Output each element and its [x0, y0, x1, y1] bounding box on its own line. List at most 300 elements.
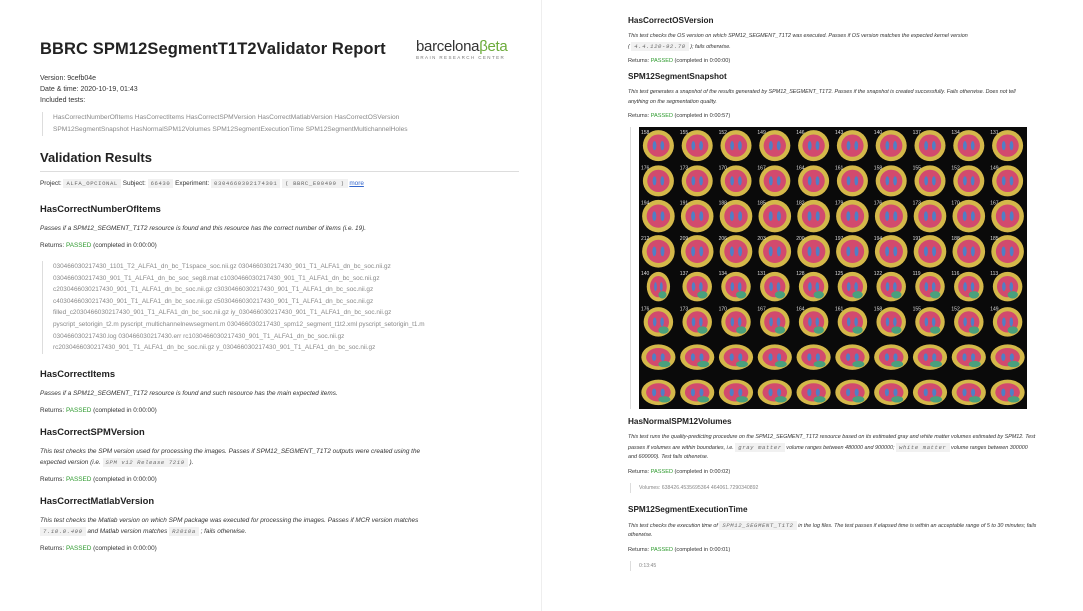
slice-ventricle	[1010, 389, 1014, 397]
slice-ventricle	[963, 247, 967, 257]
slice-ventricle	[730, 141, 734, 150]
test-title-snapshot: SPM12SegmentSnapshot	[628, 72, 727, 81]
slice-white-matter	[685, 204, 708, 227]
slice-ventricle	[893, 211, 897, 221]
slice-white-matter	[763, 240, 786, 263]
slice-ventricle	[925, 317, 929, 326]
slice-ventricle	[1010, 211, 1014, 221]
file-list	[42, 261, 519, 354]
slice-ventricle	[1002, 247, 1006, 257]
slice-number-label: 188	[951, 235, 960, 242]
slice-cerebellum	[891, 291, 901, 298]
slice-number-label: 185	[990, 235, 999, 242]
slice-number-label: 152	[951, 165, 960, 172]
slice-ventricle	[691, 211, 695, 221]
slice-number-label: 125	[835, 271, 844, 277]
slice-number-label: 113	[990, 271, 999, 277]
slice-ventricle	[769, 176, 773, 185]
slice-ventricle	[1010, 247, 1014, 257]
slice-ventricle	[932, 389, 936, 397]
slice-ventricle	[846, 389, 850, 397]
slice-ventricle	[777, 317, 781, 326]
slice-ventricle	[893, 317, 897, 326]
slice-white-matter	[879, 240, 902, 263]
slice-ventricle	[808, 211, 812, 221]
slice-ventricle	[769, 247, 773, 257]
slice-ventricle	[1010, 317, 1014, 326]
test-desc-exec-time: This test checks the execution time of SPM12_SEGMENT_T1T2 in the log files. The test passes if elapsed time is within an acceptable range of 5 to 30 minutes; fails otherwise.	[628, 521, 1037, 538]
date-line: Date & time: 2020-10-19, 01:43	[40, 86, 138, 93]
slice-ventricle	[854, 141, 858, 150]
slice-number-label: 155	[912, 165, 921, 172]
slice-ventricle	[661, 353, 665, 361]
slice-ventricle	[777, 211, 781, 221]
slice-white-matter	[647, 240, 670, 263]
slice-number-label: 182	[796, 200, 805, 207]
slice-cerebellum	[1008, 326, 1018, 333]
report-page-right	[541, 0, 1083, 611]
slice-number-label: 134	[951, 130, 960, 136]
slice-cerebellum	[852, 326, 862, 333]
slice-number-label: 158	[873, 306, 883, 313]
slice-ventricle	[730, 247, 734, 257]
barcelonabeta-logo: barcelonaβeta BRAIN RESEARCH CENTER	[416, 38, 508, 60]
slice-ventricle	[1010, 282, 1014, 291]
slice-ventricle	[738, 353, 742, 361]
more-link[interactable]: more	[349, 180, 364, 187]
slice-ventricle	[816, 176, 820, 185]
slice-ventricle	[847, 317, 851, 326]
test-title-exec-time: SPM12SegmentExecutionTime	[628, 504, 748, 514]
slice-ventricle	[893, 141, 897, 150]
slice-number-label: 164	[796, 306, 805, 313]
slice-ventricle	[893, 353, 897, 361]
slice-ventricle	[846, 247, 850, 257]
slice-ventricle	[932, 282, 936, 291]
project-line: Project: ALFA_OPCIONAL Subject: 66430 Experiment: 0304660302174301 ( BBRC_E00499 ) more	[40, 180, 364, 187]
slice-white-matter	[724, 204, 747, 227]
slice-cerebellum	[814, 326, 824, 333]
slice-ventricle	[816, 353, 820, 361]
slice-white-matter	[919, 134, 941, 156]
slice-ventricle	[963, 282, 967, 291]
slice-cerebellum	[1008, 396, 1020, 402]
slice-ventricle	[730, 353, 734, 361]
slice-ventricle	[1002, 176, 1006, 185]
list-item: 030466030217430_901_T1_ALFA1_dn_bc_soc_seg8.mat c1030466030217430_901_T1_ALFA1_dn_bc_soc.nii.gz	[53, 274, 380, 282]
list-item: c4030466030217430_901_T1_ALFA1_dn_bc_soc.nii.gz c5030466030217430_901_T1_ALFA1_dn_bc_soc.nii.gz	[53, 297, 374, 305]
slice-cerebellum	[814, 361, 826, 367]
slice-ventricle	[1001, 353, 1005, 361]
slice-ventricle	[768, 353, 772, 361]
slice-white-matter	[686, 134, 708, 156]
slice-white-matter	[841, 204, 864, 227]
test-title-matlab-version: HasCorrectMatlabVersion	[40, 494, 155, 506]
slice-ventricle	[769, 141, 773, 150]
slice-ventricle	[971, 141, 975, 150]
slice-ventricle	[660, 141, 664, 150]
slice-ventricle	[893, 282, 897, 291]
slice-number-label: 191	[912, 235, 921, 242]
slice-number-label: 146	[796, 130, 805, 136]
slice-ventricle	[653, 176, 657, 185]
slice-ventricle	[738, 389, 742, 397]
slice-ventricle	[661, 247, 665, 257]
test-desc-snapshot: This test generates a snapshot of the results generated by SPM12_SEGMENT_T1T2. Passes if the snapshot is created successfully. Fails otherwise. Does not tell anything on the segmentation quality.	[628, 89, 1016, 105]
slice-cerebellum	[775, 396, 787, 402]
slice-cerebellum	[930, 326, 940, 333]
list-item: pyscript_setorigin_t2.m pyscript_multichannelnewsegment.m 030466030217430_spm12_segment_t1t2.xml pyscript_setorigin_t1.m	[53, 320, 425, 328]
slice-ventricle	[699, 389, 703, 397]
slice-ventricle	[932, 211, 936, 221]
slice-ventricle	[731, 282, 735, 291]
slice-ventricle	[893, 247, 897, 257]
slice-cerebellum	[930, 396, 942, 402]
slice-ventricle	[924, 389, 928, 397]
slice-cerebellum	[969, 396, 981, 402]
slice-ventricle	[654, 282, 657, 291]
slice-number-label: 140	[641, 271, 650, 277]
slice-ventricle	[885, 353, 889, 361]
slice-ventricle	[691, 353, 695, 361]
slice-cerebellum	[736, 291, 746, 298]
slice-ventricle	[653, 141, 657, 150]
slice-ventricle	[652, 247, 656, 257]
slice-number-label: 131	[757, 271, 766, 277]
slice-ventricle	[660, 282, 663, 291]
slice-cerebellum	[736, 326, 746, 333]
slice-ventricle	[1002, 317, 1006, 326]
slice-white-matter	[880, 134, 902, 156]
slice-ventricle	[730, 389, 734, 397]
slice-ventricle	[699, 353, 703, 361]
slice-ventricle	[924, 141, 928, 150]
status-badge: PASSED	[65, 406, 92, 414]
slice-ventricle	[854, 317, 858, 326]
slice-ventricle	[1002, 141, 1006, 150]
slice-ventricle	[661, 211, 665, 221]
slice-ventricle	[924, 211, 928, 221]
slice-number-label: 170	[718, 165, 727, 172]
slice-number-label: 200	[796, 235, 805, 242]
slice-number-label: 176	[641, 165, 650, 172]
slice-ventricle	[932, 247, 936, 257]
test-returns-number-of-items: Returns: PASSED (completed in 0:00:00)	[40, 242, 157, 249]
slice-white-matter	[647, 134, 669, 156]
slice-white-matter	[841, 134, 863, 156]
slice-white-matter	[764, 134, 786, 156]
slice-ventricle	[808, 247, 812, 257]
slice-cerebellum	[736, 396, 748, 402]
slice-ventricle	[971, 317, 975, 326]
slice-number-label: 149	[757, 130, 766, 136]
slice-white-matter	[724, 240, 747, 263]
slice-number-label: 155	[912, 306, 921, 313]
report-meta	[40, 73, 519, 106]
slice-number-label: 164	[796, 165, 805, 172]
slice-cerebellum	[852, 291, 862, 298]
slice-white-matter	[958, 170, 980, 192]
slice-white-matter	[880, 170, 902, 192]
slice-ventricle	[963, 317, 967, 326]
slice-white-matter	[957, 240, 980, 263]
slice-number-label: 197	[835, 235, 844, 242]
validation-results-heading: Validation Results	[40, 150, 152, 165]
slice-ventricle	[885, 211, 889, 221]
slice-cerebellum	[658, 326, 668, 333]
slice-ventricle	[691, 247, 695, 257]
slice-ventricle	[769, 211, 773, 221]
slice-ventricle	[730, 211, 734, 221]
slice-ventricle	[971, 176, 975, 185]
slice-ventricle	[932, 141, 936, 150]
slice-number-label: 149	[990, 165, 999, 172]
slice-ventricle	[699, 317, 703, 326]
slice-white-matter	[957, 204, 980, 227]
slice-number-label: 143	[835, 130, 844, 136]
slice-ventricle	[691, 176, 695, 185]
test-title-items: HasCorrectItems	[40, 367, 116, 379]
slice-number-label: 131	[990, 130, 999, 136]
slice-number-label: 167	[757, 165, 766, 172]
slice-number-label: 194	[873, 235, 883, 242]
slice-ventricle	[816, 282, 820, 291]
slice-ventricle	[699, 247, 703, 257]
slice-white-matter	[996, 204, 1019, 227]
slice-cerebellum	[658, 291, 666, 298]
test-desc-os-version: This test checks the OS version on which SPM12_SEGMENT_T1T2 was executed. Passes if OS version matches the expected kernel version ( 4.4.120-92.70 ); fails otherwise.	[628, 33, 968, 50]
slice-ventricle	[816, 317, 820, 326]
list-item: 030466030217430.log 030466030217430.err rc1030466030217430_901_T1_ALFA1_dn_bc_soc.nii.gz	[53, 332, 345, 340]
slice-ventricle	[855, 211, 859, 221]
test-returns-volumes: Returns: PASSED (completed in 0:00:02)	[628, 468, 731, 475]
slice-ventricle	[932, 353, 936, 361]
slice-cerebellum	[775, 291, 785, 298]
slice-ventricle	[808, 317, 812, 326]
slice-ventricle	[738, 317, 742, 326]
slice-number-label: 155	[679, 130, 689, 136]
slice-ventricle	[660, 317, 664, 326]
test-desc-volumes: This test runs the quality-predicting procedure on the SPM12_SEGMENT_T1T2 resource based on its estimated gray and white matter volumes estimated by SPM12. Test passes if volumes are within boundaries, i.e. gray matter volume ranges between 480000 and 900000; white matter volume ranges between 300000 and 600000). Test fails otherwise.	[628, 434, 1036, 460]
slice-cerebellum	[697, 361, 709, 367]
slice-number-label: 209	[679, 235, 689, 242]
slice-cerebellum	[930, 291, 940, 298]
divider	[40, 171, 519, 172]
slice-ventricle	[816, 389, 820, 397]
slice-ventricle	[808, 282, 812, 291]
slice-cerebellum	[697, 326, 707, 333]
slice-ventricle	[963, 176, 967, 185]
slice-number-label: 152	[718, 130, 727, 136]
slice-ventricle	[971, 389, 975, 397]
slice-white-matter	[996, 170, 1018, 192]
slice-ventricle	[885, 247, 889, 257]
slice-cerebellum	[1008, 361, 1020, 367]
test-desc-number-of-items: Passes if a SPM12_SEGMENT_T1T2 resource is found and this resource has the correct number of items (i.e. 19).	[40, 225, 367, 232]
slice-cerebellum	[814, 396, 826, 402]
slice-ventricle	[816, 211, 820, 221]
slice-ventricle	[855, 247, 859, 257]
slice-number-label: 137	[912, 130, 921, 136]
slice-white-matter	[918, 240, 941, 263]
slice-ventricle	[738, 211, 742, 221]
slice-white-matter	[802, 134, 824, 156]
slice-white-matter	[996, 240, 1019, 263]
test-desc-matlab-version: This test checks the Matlab version on which SPM package was executed for processing the images. Passes if MCR version matches 7.10.0.499 and Matlab version matches R2010a ; fails otherwise.	[40, 516, 419, 535]
slice-number-label: 173	[912, 200, 921, 207]
slice-cerebellum	[891, 396, 903, 402]
slice-ventricle	[777, 389, 781, 397]
slice-ventricle	[846, 353, 850, 361]
slice-cerebellum	[852, 361, 864, 367]
slice-number-label: 203	[757, 235, 766, 242]
slice-ventricle	[885, 141, 889, 150]
slice-number-label: 170	[951, 200, 960, 207]
slice-white-matter	[647, 204, 670, 227]
slice-cerebellum	[736, 361, 748, 367]
test-returns-exec-time: Returns: PASSED (completed in 0:00:01)	[628, 546, 731, 553]
segmentation-snapshot-image	[639, 127, 1027, 409]
slice-white-matter	[841, 170, 863, 192]
slice-number-label: 116	[951, 271, 960, 277]
slice-ventricle	[962, 389, 966, 397]
slice-number-label: 191	[679, 200, 689, 207]
slice-white-matter	[647, 170, 669, 192]
slice-cerebellum	[658, 396, 670, 402]
slice-ventricle	[738, 176, 742, 185]
slice-ventricle	[886, 317, 890, 326]
list-item: filled_c2030466030217430_901_T1_ALFA1_dn_bc_soc.nii.gz iy_030466030217430_901_T1_ALFA1_dn_bc_soc.nii.gz	[53, 309, 392, 317]
slice-number-label: 188	[718, 200, 727, 207]
status-badge: PASSED	[650, 546, 673, 553]
slice-number-label: 122	[873, 271, 883, 277]
slice-ventricle	[1010, 353, 1014, 361]
slice-number-label: 158	[641, 130, 650, 136]
included-tests-list: HasCorrectNumberOfItems HasCorrectItems HasCorrectSPMVersion HasCorrectMatlabVersion HasCorrectOSVersion SPM12SegmentSnapshot HasNormalSPM12Volumes SPM12SegmentExecutionTime SPM12SegmentMultichannelHoles	[42, 112, 519, 136]
slice-number-label: 173	[679, 165, 689, 172]
status-badge: PASSED	[65, 475, 92, 483]
slice-ventricle	[971, 211, 975, 221]
slice-number-label: 176	[641, 306, 650, 313]
slice-ventricle	[1001, 389, 1005, 397]
slice-number-label: 179	[835, 200, 844, 207]
slice-ventricle	[963, 211, 967, 221]
slice-ventricle	[769, 317, 773, 326]
slice-ventricle	[807, 353, 811, 361]
status-badge: PASSED	[65, 242, 92, 249]
slice-ventricle	[846, 211, 850, 221]
slice-cerebellum	[775, 361, 787, 367]
slice-ventricle	[847, 141, 851, 150]
slice-ventricle	[692, 317, 696, 326]
test-title-spm-version: HasCorrectSPMVersion	[40, 425, 145, 437]
slice-ventricle	[652, 353, 656, 361]
list-item: rc2030466030217430_901_T1_ALFA1_dn_bc_soc.nii.gz y_030466030217430_901_T1_ALFA1_dn_bc_soc.nii.gz	[53, 344, 376, 352]
slice-ventricle	[699, 282, 703, 291]
slice-ventricle	[924, 353, 928, 361]
slice-ventricle	[692, 282, 696, 291]
slice-ventricle	[768, 389, 772, 397]
slice-white-matter	[802, 240, 825, 263]
slice-ventricle	[816, 141, 820, 150]
slice-ventricle	[1002, 211, 1006, 221]
slice-ventricle	[807, 389, 811, 397]
slice-ventricle	[730, 176, 734, 185]
slice-white-matter	[958, 134, 980, 156]
slice-number-label: 167	[990, 200, 999, 207]
slice-ventricle	[924, 247, 928, 257]
slice-cerebellum	[891, 361, 903, 367]
slice-white-matter	[725, 170, 747, 192]
slice-white-matter	[763, 204, 786, 227]
slice-ventricle	[738, 247, 742, 257]
slice-cerebellum	[775, 326, 785, 333]
slice-ventricle	[925, 282, 929, 291]
slice-ventricle	[769, 282, 773, 291]
slice-cerebellum	[697, 396, 709, 402]
status-badge: PASSED	[650, 468, 673, 475]
report-page-left	[0, 0, 541, 611]
test-returns-snapshot: Returns: PASSED (completed in 0:00:57)	[628, 113, 731, 119]
test-title-os-version: HasCorrectOSVersion	[628, 16, 714, 25]
slice-ventricle	[854, 176, 858, 185]
slice-white-matter	[996, 134, 1018, 156]
slice-white-matter	[802, 204, 825, 227]
slice-number-label: 149	[990, 306, 999, 313]
status-badge: PASSED	[65, 544, 92, 552]
slice-cerebellum	[658, 361, 670, 367]
test-returns-matlab-version: Returns: PASSED (completed in 0:00:00)	[40, 544, 157, 552]
slice-white-matter	[879, 204, 902, 227]
test-returns-items: Returns: PASSED (completed in 0:00:00)	[40, 406, 157, 414]
slice-ventricle	[932, 176, 936, 185]
slice-number-label: 140	[873, 130, 883, 136]
status-badge: PASSED	[650, 113, 673, 119]
slice-ventricle	[661, 389, 665, 397]
slice-ventricle	[699, 211, 703, 221]
slice-ventricle	[699, 141, 703, 150]
slice-ventricle	[885, 389, 889, 397]
slice-ventricle	[847, 176, 851, 185]
slice-ventricle	[963, 141, 967, 150]
slice-number-label: 152	[951, 306, 960, 313]
test-title-volumes: HasNormalSPM12Volumes	[628, 417, 732, 426]
slice-ventricle	[971, 282, 975, 291]
slice-ventricle	[699, 176, 703, 185]
slice-number-label: 212	[641, 235, 650, 242]
slice-ventricle	[777, 176, 781, 185]
slice-ventricle	[1002, 282, 1006, 291]
slice-white-matter	[919, 170, 941, 192]
status-badge: PASSED	[650, 58, 673, 64]
slice-number-label: 161	[835, 306, 844, 313]
slice-number-label: 194	[641, 200, 650, 207]
slice-ventricle	[738, 141, 742, 150]
version-line: Version: 9cefb04e	[40, 75, 97, 82]
slice-ventricle	[808, 176, 812, 185]
slice-cerebellum	[891, 326, 901, 333]
volumes-values: Volumes: 638426.4535695364 464061.7290340892	[630, 483, 1037, 493]
slice-cerebellum	[814, 291, 824, 298]
slice-number-label: 170	[718, 306, 727, 313]
slice-ventricle	[893, 176, 897, 185]
slice-ventricle	[971, 353, 975, 361]
slice-number-label: 158	[873, 165, 883, 172]
slice-ventricle	[777, 282, 781, 291]
slice-ventricle	[893, 389, 897, 397]
slice-ventricle	[1010, 176, 1014, 185]
slice-ventricle	[885, 176, 889, 185]
